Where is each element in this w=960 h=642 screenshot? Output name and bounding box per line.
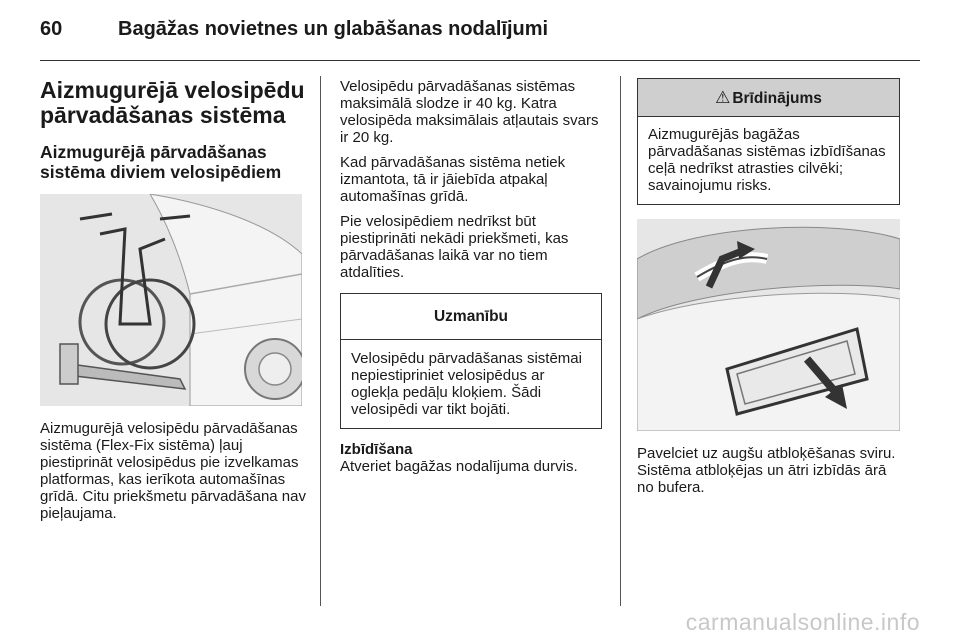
intro-paragraph: Aizmugurējā velosipēdu pārvadāšanas sistēma (Flex-Fix sistēma) ļauj piestiprināt velosipēdus pie izvelkamas platformas, kas ierīkota automašīnas grīdā. Citu priekšmetu pārvadāšana nav pieļaujama. [40,420,306,522]
warning-triangle-icon: ⚠ [715,88,731,107]
running-title: Bagāžas novietnes un glabāšanas nodalījumi [118,18,549,40]
column-divider-1 [320,76,321,606]
watermark: carmanualsonline.info [685,609,920,635]
warning-box [637,78,900,205]
subsection-title: Aizmugurējā pārvadāšanas sistēma diviem velosipēdiem [40,142,282,182]
column-3 [637,78,900,496]
header-rule [40,60,920,61]
section-title: Aizmugurējā velosipēdu pārvadāšanas sistēma [40,77,305,128]
release-lever-figure [637,219,900,431]
bicycle-carrier-illustration [40,194,302,406]
page-number: 60 [40,18,63,40]
bicycle-carrier-figure [40,194,302,406]
warning-header [638,79,899,117]
extend-subhead: Izbīdīšana [340,441,413,458]
notice-title: Uzmanību [341,294,601,340]
page-header [40,18,920,48]
warning-text: Aizmugurējās bagāžas pārvadāšanas sistēmas izbīdīšanas ceļā nedrīkst atrasties cilvēki; savainojumu risks. [648,126,886,194]
stow-paragraph: Kad pārvadāšanas sistēma netiek izmantota, tā ir jāiebīda atpakaļ automašīnas grīdā. [340,154,566,205]
column-1 [40,78,310,522]
extend-paragraph: Atveriet bagāžas nodalījuma durvis. [340,458,578,475]
load-paragraph: Velosipēdu pārvadāšanas sistēmas maksimālā slodze ir 40 kg. Katra velosipēda maksimālais atļautais svars ir 20 kg. [340,78,599,146]
column-2 [340,78,602,475]
column-divider-2 [620,76,621,606]
loose-items-paragraph: Pie velosipēdiem nedrīkst būt piestiprināti nekādi priekšmeti, kas pārvadāšanas laikā var no tiem atdalīties. [340,213,569,281]
notice-box [340,293,602,429]
warning-title: Brīdinājums [732,90,822,107]
notice-text: Velosipēdu pārvadāšanas sistēmai nepiestipriniet velosipēdus ar oglekļa pedāļu kloķiem. Šādi velosipēdi var tikt bojāti. [351,350,582,418]
release-lever-illustration [637,219,900,431]
release-paragraph: Pavelciet uz augšu atbloķēšanas sviru. Sistēma atbloķējas un ātri izbīdās ārā no bufera. [637,445,896,496]
